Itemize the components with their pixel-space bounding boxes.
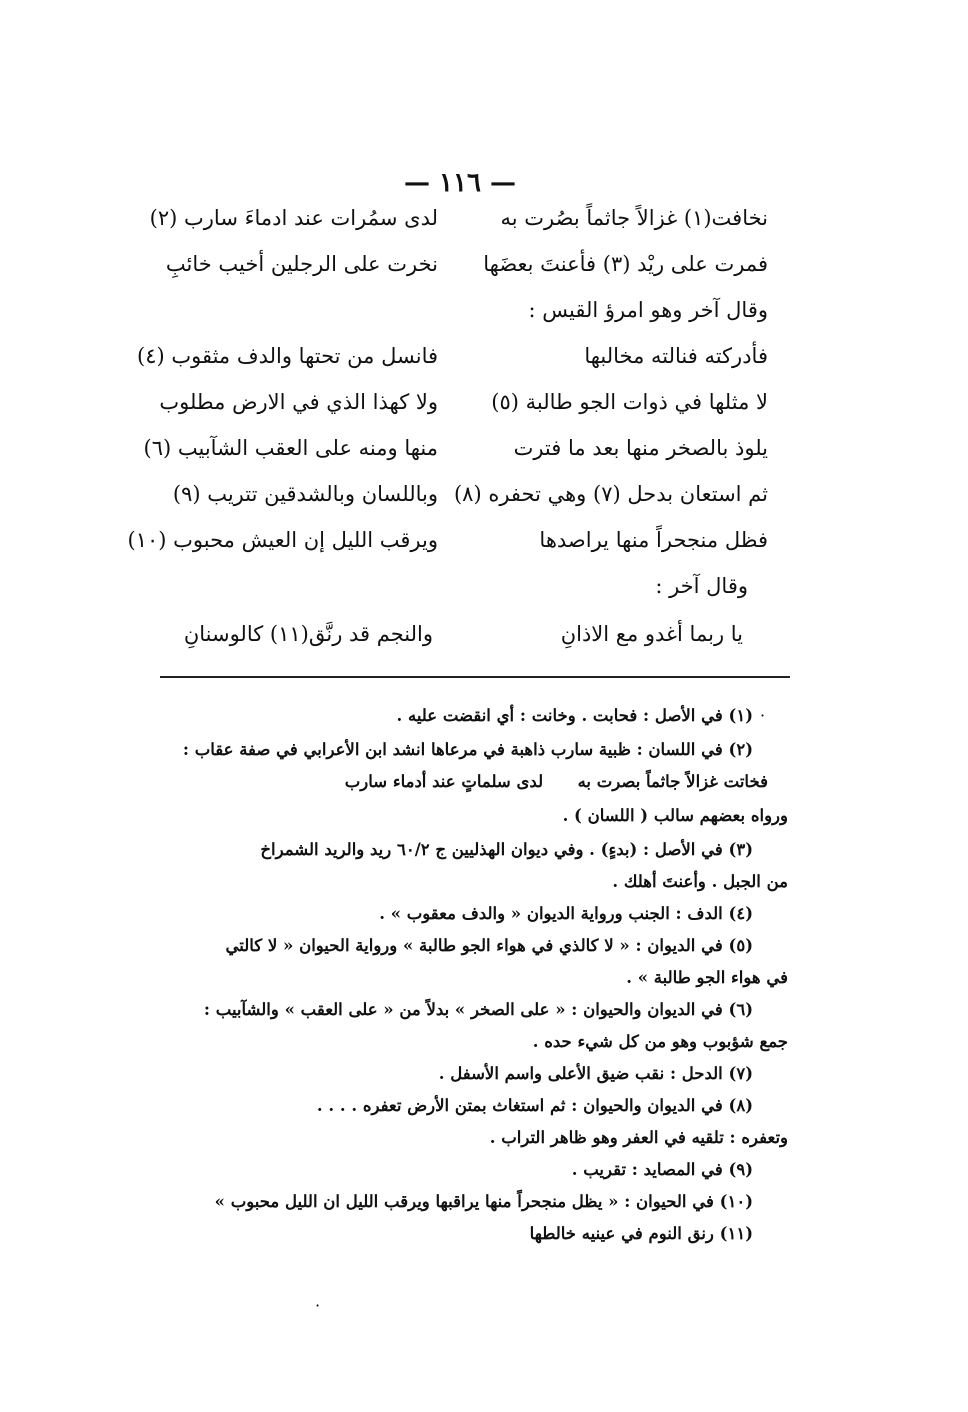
footnote-line: (٧) الدحل : نقب ضيق الأعلى واسم الأسفل . [438,1064,753,1083]
footnote-line: (٤) الدف : الجنب ورواية الديوان « والدف معقوب » . [379,904,753,923]
verse-second-hemistich: فانسل من تحتها والدف مثقوب (٤) [136,344,438,368]
footnote-line: فخاتت غزالاً جاثماً بصرت به لدى سلماتٍ عند أدماء سارب [344,772,768,791]
verse-second-hemistich: والنجم قد رنَّق(١١) كالوسنانِ [183,622,433,646]
footnote-line: جمع شؤبوب وهو من كل شيء حده . [532,1032,788,1051]
verse-row [143,436,768,476]
verse-second-hemistich: ويرقب الليل إن العيش محبوب (١٠) [127,528,438,552]
verse-first-hemistich: فمرت على ريْد (٣) فأعنتَ بعضَها [483,252,768,276]
footnote-line: (٥) في الديوان : « لا كالذي في هواء الجو طالبة » ورواية الحيوان « لا كالتي [225,936,753,955]
page-number: — ١١٦ — [403,168,517,198]
verse-second-hemistich: وباللسان وبالشدقين تتريب (٩) [172,482,438,506]
verse-row [148,252,768,292]
verse-row [143,622,743,662]
verse-second-hemistich: لدى سمُرات عند ادماءَ سارب (٢) [149,206,438,230]
footnote-line: (٢) في اللسان : ظبية سارب ذاهبة في مرعاها انشد ابن الأعرابي في صفة عقاب : [182,740,753,759]
footnote-line: (٨) في الديوان والحيوان : ثم استغاث بمتن الأرض تعفره . . . . [316,1096,753,1115]
verse-first-hemistich: نخافت(١) غزالاً جاثماً بصُرت به [500,206,768,230]
footnote-line: ورواه بعضهم سالب ( اللسان ) . [562,806,788,825]
verse-row [148,390,768,430]
verse-second-hemistich: نخرت على الرجلين أخيب خائبِ [165,252,438,276]
verse-row [136,344,768,384]
verse-first-hemistich: يلوذ بالصخر منها بعد ما فترت [513,436,768,460]
footnote-line: (١) في الأصل : فحابت . وخانت : أي انقضت عليه . [396,706,753,725]
verse-first-hemistich: لا مثلها في ذوات الجو طالبة (٥) [491,390,768,414]
poem-introduction: وقال آخر وهو امرؤ القيس : [528,298,768,322]
footnote-line: في هواء الجو طالبة » . [626,968,788,987]
footnote-line: وتعفره : تلقيه في العفر وهو ظاهر التراب . [489,1128,788,1147]
footnote-line: من الجبل . وأعنتَ أهلك . [612,872,788,891]
verse-first-hemistich: ثم استعان بدحل (٧) وهي تحفره (٨) [453,482,768,506]
poem-introduction: وقال آخر : [655,574,748,598]
verse-first-hemistich: يا ربما أغدو مع الاذانِ [560,622,743,646]
verse-row [148,206,768,246]
verse-second-hemistich: ولا كهذا الذي في الارض مطلوب [159,390,438,414]
verse-first-hemistich: فظل منجحراً منها يراصدها [539,528,768,552]
footnote-separator [160,676,790,678]
footnote-line: (٦) في الديوان والحيوان : « على الصخر » بدلاً من « على العقب » والشآبيب : [203,1000,753,1019]
footnote-line: (١١) رنق النوم في عينيه خالطها [529,1224,753,1243]
verse-second-hemistich: منها ومنه على العقب الشآبيب (٦) [143,436,438,460]
verse-row [148,482,768,522]
footnote-line: (١٠) في الحيوان : « يظل منجحراً منها يراقبها ويرقب الليل ان الليل محبوب » [214,1192,753,1211]
footnote-line: (٣) في الأصل : (بدءٍ) . وفي ديوان الهذليين ج ٦٠/٢ ريد والريد الشمراخ [260,840,753,859]
stray-mark: · [315,1296,321,1315]
stray-mark: · [760,706,766,725]
verse-first-hemistich: فأدركته فنالته مخالبها [584,344,768,368]
verse-row [127,528,768,568]
footnote-line: (٩) في المصايد : تقريب . [571,1160,753,1179]
